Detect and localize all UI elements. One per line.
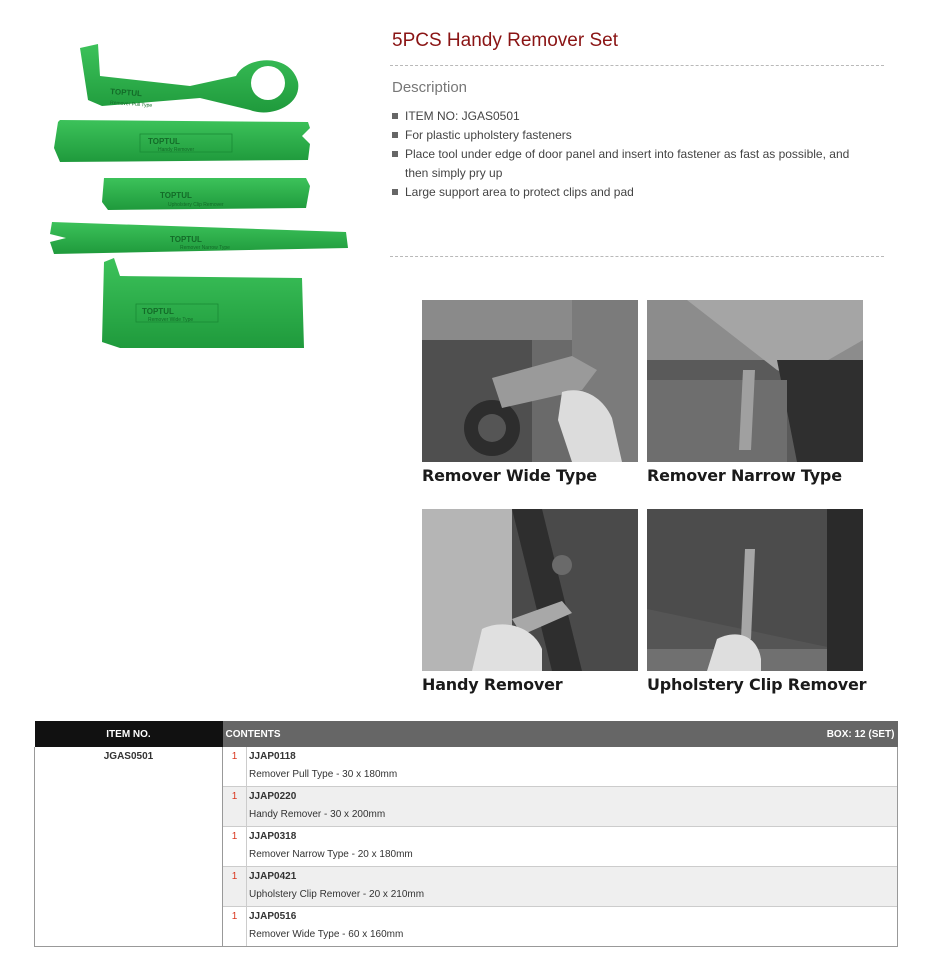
usage-photo-icon (647, 509, 863, 671)
usage-caption: Handy Remover (422, 675, 563, 694)
table-row (223, 747, 897, 787)
tool-3-label: Upholstery Clip Remover (168, 202, 224, 208)
description-list (392, 107, 872, 202)
usage-photo-icon (647, 300, 863, 462)
tool-5-brand: TOPTUL (142, 307, 174, 316)
row-qty: 1 (223, 867, 247, 906)
usage-caption: Upholstery Clip Remover (647, 675, 867, 694)
tool-handy-remover (54, 120, 310, 162)
row-qty: 1 (223, 747, 247, 786)
product-image (40, 36, 360, 366)
tool-2-brand: TOPTUL (148, 137, 180, 146)
tool-upholstery-clip-remover (102, 178, 310, 210)
row-qty: 1 (223, 827, 247, 866)
row-code: JJAP0220 (249, 791, 297, 802)
row-code: JJAP0516 (249, 911, 297, 922)
header-contents (223, 721, 898, 747)
usage-photo-icon (422, 509, 638, 671)
row-code: JJAP0421 (249, 871, 297, 882)
contents-rows (223, 747, 898, 947)
row-desc: Handy Remover - 30 x 200mm (249, 809, 386, 820)
remover-set-image (40, 36, 360, 366)
table-row (223, 907, 897, 946)
description-heading: Description (392, 79, 468, 96)
tool-3-brand: TOPTUL (160, 191, 192, 200)
product-title: 5PCS Handy Remover Set (392, 30, 618, 51)
table-row (223, 867, 897, 907)
row-qty: 1 (223, 787, 247, 826)
description-item: Large support area to protect clips and pad (392, 183, 872, 202)
row-desc: Remover Narrow Type - 20 x 180mm (249, 849, 413, 860)
header-contents-label: CONTENTS (225, 728, 281, 740)
tool-1-label: Remover Pull Type (109, 100, 153, 109)
item-number-cell: JGAS0501 (35, 747, 223, 947)
usage-caption: Remover Narrow Type (647, 466, 842, 485)
usage-caption: Remover Wide Type (422, 466, 597, 485)
divider-bottom (390, 256, 884, 257)
table-row (223, 827, 897, 867)
description-item: Place tool under edge of door panel and insert into fastener as fast as possible, and then simply pry up (392, 145, 872, 183)
row-desc: Upholstery Clip Remover - 20 x 210mm (249, 889, 425, 900)
row-code: JJAP0118 (249, 751, 296, 762)
header-item-no: ITEM NO. (35, 721, 223, 747)
tool-narrow-type (50, 222, 348, 254)
row-qty: 1 (223, 907, 247, 946)
tool-2-label: Handy Remover (158, 147, 195, 153)
divider-top (390, 65, 884, 66)
tool-4-brand: TOPTUL (170, 235, 202, 244)
row-desc: Remover Pull Type - 30 x 180mm (249, 769, 398, 780)
tool-1-brand: TOPTUL (109, 87, 143, 99)
tool-pull-type (80, 44, 298, 112)
usage-photo-icon (422, 300, 638, 462)
row-code: JJAP0318 (249, 831, 297, 842)
tool-5-label: Remover Wide Type (148, 317, 194, 323)
tool-4-label: Remover Narrow Type (180, 245, 230, 251)
row-desc: Remover Wide Type - 60 x 160mm (249, 929, 404, 940)
description-item: For plastic upholstery fasteners (392, 126, 872, 145)
description-item: ITEM NO: JGAS0501 (392, 107, 872, 126)
contents-table (34, 721, 898, 947)
tool-wide-type (102, 258, 304, 348)
header-box: BOX: 12 (SET) (826, 728, 895, 740)
table-row (223, 787, 897, 827)
